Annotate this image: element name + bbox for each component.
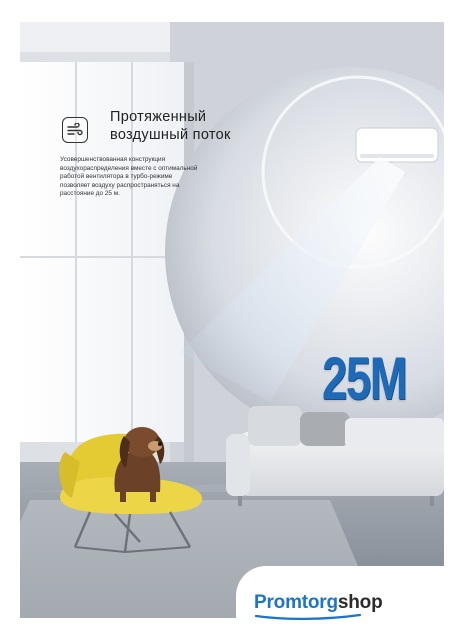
wind-icon <box>62 117 88 143</box>
brand-swoosh-icon <box>254 613 364 621</box>
feature-description-line: Усовершенствованная конструкция <box>60 156 166 163</box>
feature-description-line: позволяет воздуху распространяться на <box>60 181 180 189</box>
brand-wordmark <box>254 592 383 614</box>
brand-part-secondary: shop <box>337 592 383 613</box>
brand-logo[interactable] <box>236 566 446 640</box>
feature-description-line: воздухораспределения вместе с оптимальной <box>60 164 198 172</box>
feature-title <box>110 108 310 144</box>
airflow-distance-label: 25M <box>322 345 407 412</box>
feature-description-line: расстояние до 25 м. <box>60 190 120 198</box>
feature-description <box>60 156 220 199</box>
feature-title-line2: воздушный поток <box>110 127 231 143</box>
product-poster <box>20 22 444 618</box>
brand-part-primary: Promtorg <box>254 592 338 613</box>
air-conditioner-unit <box>356 128 438 162</box>
feature-title-line1: Протяженный <box>110 109 207 125</box>
sofa <box>226 406 444 506</box>
feature-description-line: работой вентилятора в турбо-режиме <box>60 173 173 181</box>
